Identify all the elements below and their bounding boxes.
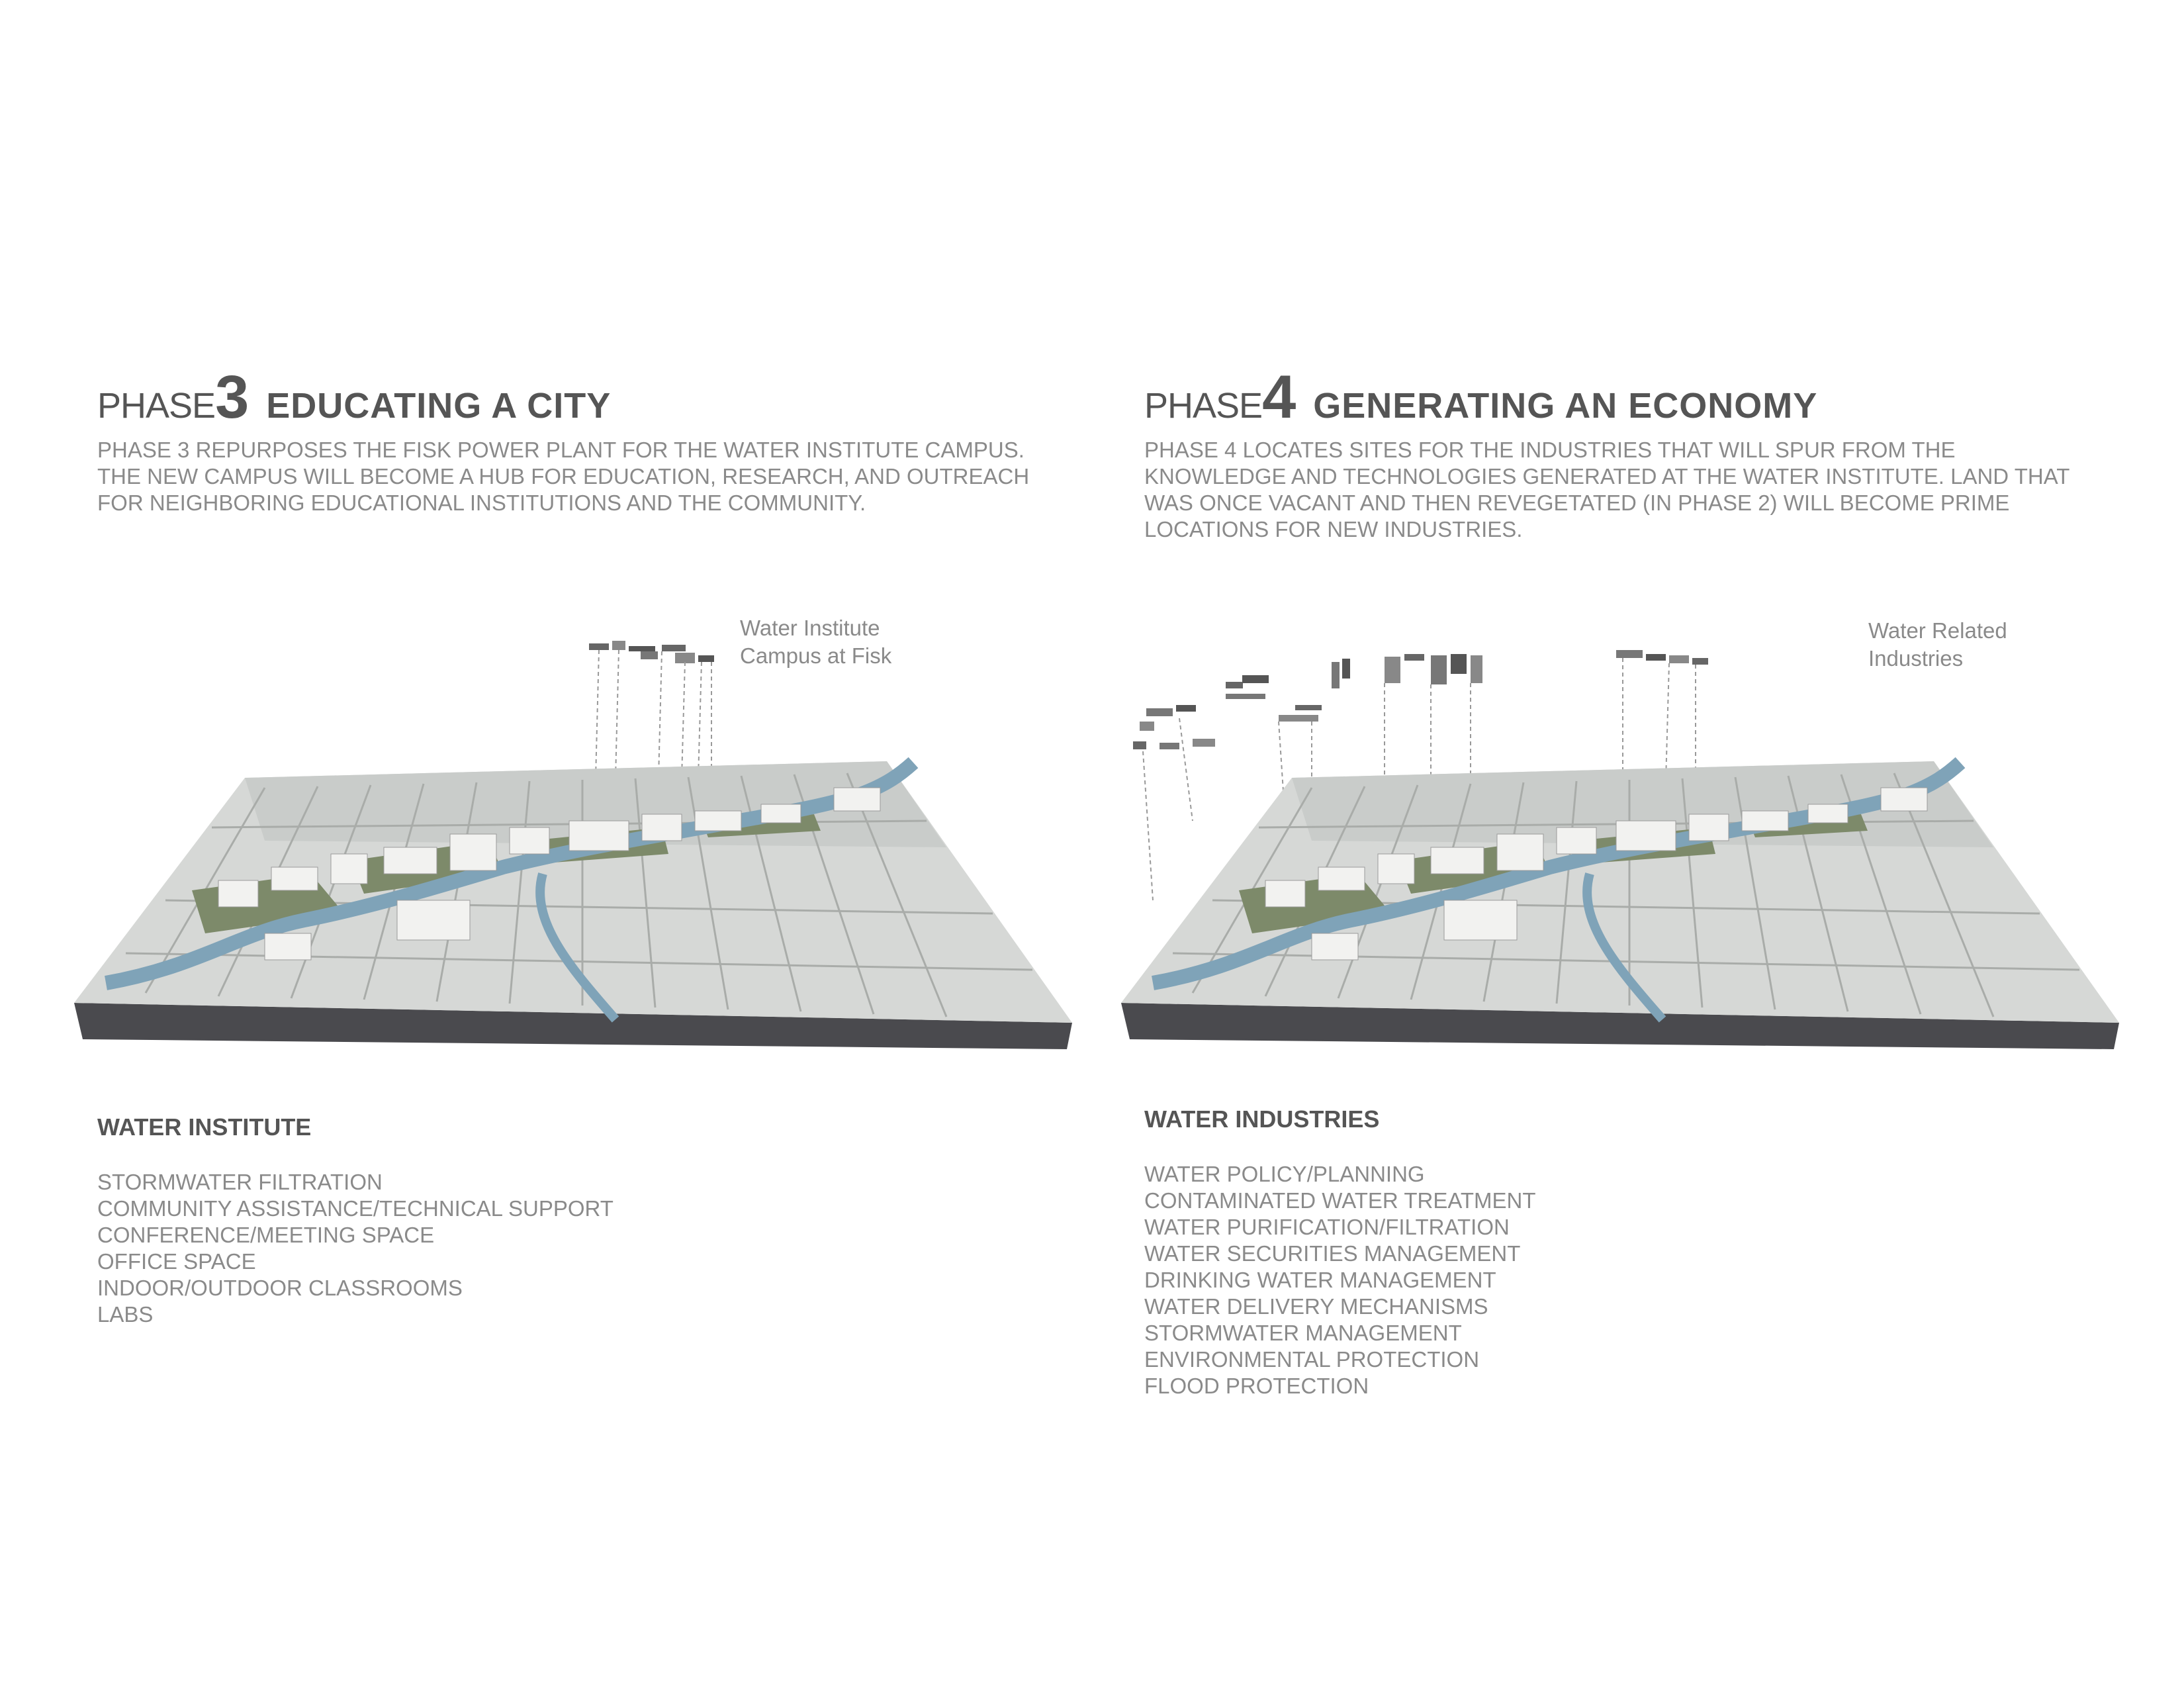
list-item: WATER PURIFICATION/FILTRATION <box>1144 1215 1510 1239</box>
phase4-title: GENERATING AN ECONOMY <box>1313 386 1818 426</box>
phase3-panel <box>0 0 1032 1688</box>
list-item: DRINKING WATER MANAGEMENT <box>1144 1268 1496 1292</box>
phase4-heading <box>1144 363 1817 432</box>
list-item: WATER SECURITIES MANAGEMENT <box>1144 1241 1521 1266</box>
phase4-description-line: KNOWLEDGE AND TECHNOLOGIES GENERATED AT THE WATER INSTITUTE. LAND THAT <box>1144 464 2070 489</box>
list-item: STORMWATER MANAGEMENT <box>1144 1321 1462 1345</box>
phase4-site-model <box>1113 609 2146 1086</box>
phase3-heading <box>97 363 611 432</box>
list-item: COMMUNITY ASSISTANCE/TECHNICAL SUPPORT <box>97 1196 614 1221</box>
list-item: FLOOD PROTECTION <box>1144 1374 1369 1398</box>
list-item: ENVIRONMENTAL PROTECTION <box>1144 1347 1480 1372</box>
phase4-callout-line: Water Related <box>1868 618 2007 643</box>
list-item: STORMWATER FILTRATION <box>97 1170 383 1194</box>
phase4-callout-line: Industries <box>1868 646 1964 671</box>
phase4-description-line: PHASE 4 LOCATES SITES FOR THE INDUSTRIES THAT WILL SPUR FROM THE <box>1144 438 1956 462</box>
phase3-phase-number: 3 <box>215 363 248 431</box>
phase4-description-line: LOCATIONS FOR NEW INDUSTRIES. <box>1144 517 1523 541</box>
phase4-section-title: WATER INDUSTRIES <box>1144 1105 1380 1133</box>
list-item: LABS <box>97 1302 154 1327</box>
list-item: WATER POLICY/PLANNING <box>1144 1162 1425 1186</box>
phase4-description <box>1144 437 2104 543</box>
phase3-phase-word: PHASE <box>97 386 216 426</box>
phase4-floating-industries <box>1133 650 1708 749</box>
phase3-description-line: FOR NEIGHBORING EDUCATIONAL INSTITUTIONS AND THE COMMUNITY. <box>97 491 866 515</box>
list-item: OFFICE SPACE <box>97 1249 256 1274</box>
phase3-list <box>97 1169 614 1328</box>
list-item: CONTAMINATED WATER TREATMENT <box>1144 1188 1536 1213</box>
phase3-description <box>97 437 1057 516</box>
phase3-callout-line: Campus at Fisk <box>740 643 892 668</box>
phase3-section-title: WATER INSTITUTE <box>97 1113 312 1141</box>
phase3-floating-campus <box>589 641 714 663</box>
list-item: CONFERENCE/MEETING SPACE <box>97 1223 435 1247</box>
phase3-title: EDUCATING A CITY <box>266 386 612 426</box>
phase3-leader-lines <box>596 650 711 778</box>
list-item: WATER DELIVERY MECHANISMS <box>1144 1294 1488 1319</box>
phase4-list <box>1144 1161 1536 1399</box>
phase3-description-line: PHASE 3 REPURPOSES THE FISK POWER PLANT FOR THE WATER INSTITUTE CAMPUS. <box>97 438 1024 462</box>
phase4-phase-number: 4 <box>1262 363 1295 431</box>
phase3-site-model <box>66 609 1099 1086</box>
list-item: INDOOR/OUTDOOR CLASSROOMS <box>97 1276 463 1300</box>
phase4-phase-word: PHASE <box>1144 386 1263 426</box>
phase3-callout-line: Water Institute <box>740 616 880 640</box>
phase3-description-line: THE NEW CAMPUS WILL BECOME A HUB FOR EDUCATION, RESEARCH, AND OUTREACH <box>97 464 1030 489</box>
phase4-panel <box>1047 0 2079 1688</box>
phase4-description-line: WAS ONCE VACANT AND THEN REVEGETATED (IN PHASE 2) WILL BECOME PRIME <box>1144 491 2010 515</box>
